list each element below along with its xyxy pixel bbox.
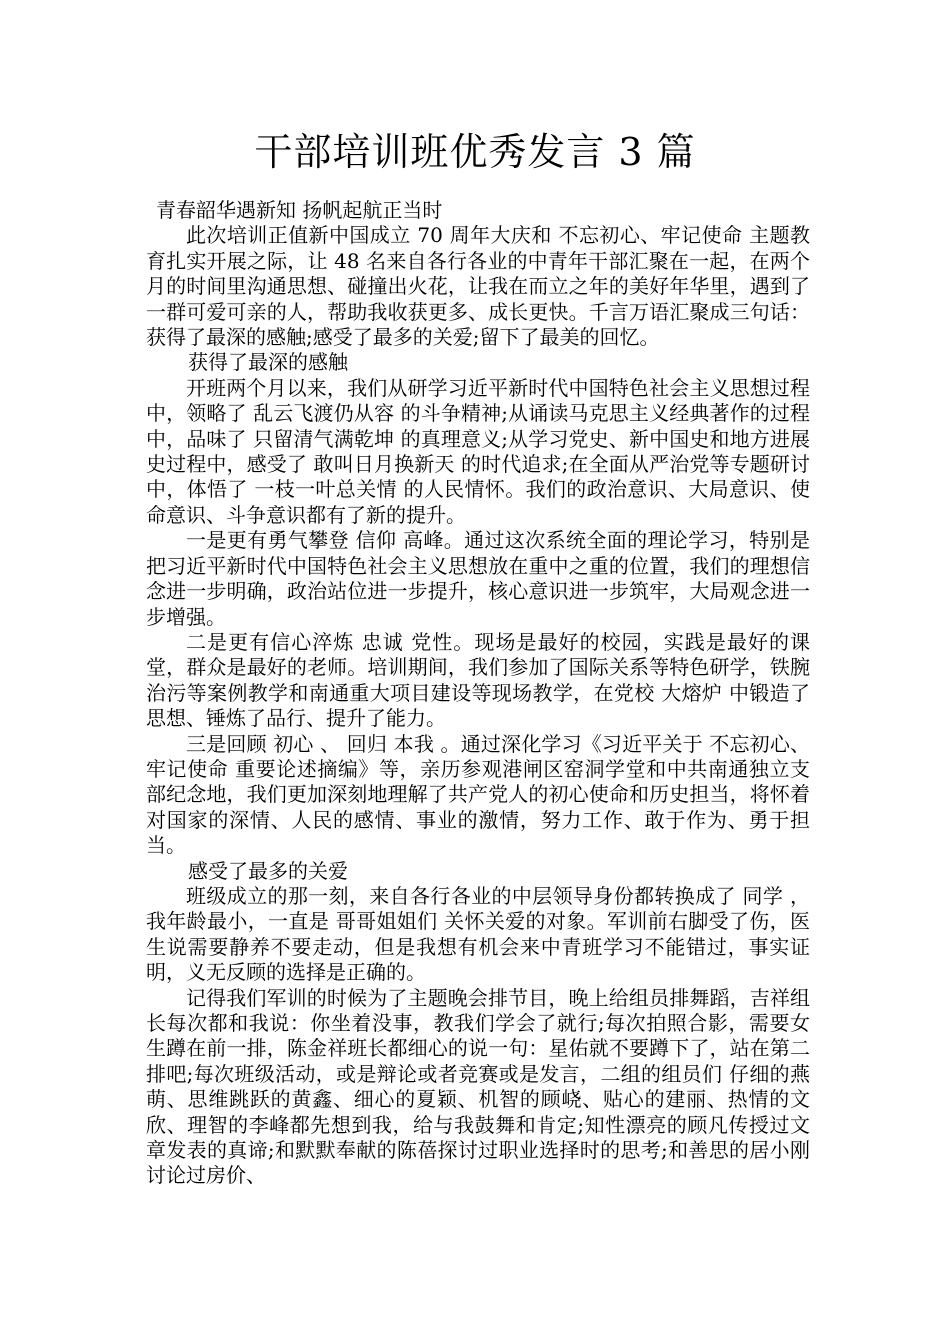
paragraph: 二是更有信心淬炼 忠诚 党性。现场是最好的校园，实践是最好的课堂，群众是最好的老师。培训期间，我们参加了国际关系等特色研学，铁腕治污等案例教学和南通重大项目建设等现场教学，在党校 大熔炉 中锻造了思想、锤炼了品行、提升了能力。 bbox=[146, 629, 810, 731]
paragraph: 开班两个月以来，我们从研学习近平新时代中国特色社会主义思想过程中，领略了 乱云飞渡仍从容 的斗争精神;从诵读马克思主义经典著作的过程中，品味了 只留清气满乾坤 的真理意义;从学习党史、新中国史和地方进展史过程中，感受了 敢叫日月换新天 的时代追求;在全面从严治党等专题研讨中，体悟了 一枝一叶总关情 的人民情怀。我们的政治意识、大局意识、使命意识、斗争意识都有了新的提升。 bbox=[146, 375, 810, 527]
document-title: 干部培训班优秀发言 3 篇 bbox=[254, 130, 696, 174]
section-heading: 获得了最深的感触 bbox=[188, 350, 348, 375]
document-body bbox=[146, 198, 810, 1189]
document-subtitle: 青春韶华遇新知 扬帆起航正当时 bbox=[156, 198, 443, 222]
paragraph: 班级成立的那一刻，来自各行各业的中层领导身份都转换成了 同学 ，我年龄最小，一直是 哥哥姐姐们 关怀关爱的对象。军训前右脚受了伤，医生说需要静养不要走动，但是我想有机会来中青班学习不能错过，事实证明，义无反顾的选择是正确的。 bbox=[146, 883, 810, 985]
paragraph: 三是回顾 初心 、 回归 本我 。通过深化学习《习近平关于 不忘初心、牢记使命 重要论述摘编》等，亲历参观港闸区窑洞学堂和中共南通独立支部纪念地，我们更加深刻地理解了共产党人的初心使命和历史担当，将怀着对国家的深情、人民的感情、事业的激情，努力工作、敢于作为、勇于担当。 bbox=[146, 731, 810, 858]
paragraph: 此次培训正值新中国成立 70 周年大庆和 不忘初心、牢记使命 主题教育扎实开展之际，让 48 名来自各行各业的中青年干部汇聚在一起，在两个月的时间里沟通思想、碰撞出火花，让我在而立之年的美好年华里，遇到了一群可爱可亲的人，帮助我收获更多、成长更快。千言万语汇聚成三句话：获得了最深的感触;感受了最多的关爱;留下了最美的回忆。 bbox=[146, 223, 810, 350]
paragraph: 记得我们军训的时候为了主题晚会排节目，晚上给组员排舞蹈，吉祥组长每次都和我说：你坐着没事，教我们学会了就行;每次拍照合影，需要女生蹲在前一排，陈金祥班长都细心的说一句：星佑就不要蹲下了，站在第二排吧;每次班级活动，或是辩论或者竞赛或是发言，二组的组员们 仔细的燕萌、思维跳跃的黄鑫、细心的夏颖、机智的顾峣、贴心的建丽、热情的文欣、理智的李峰都先想到我，给与我鼓舞和肯定;知性漂亮的顾凡传授过文章发表的真谛;和默默奉献的陈蓓探讨过职业选择时的思考;和善思的居小刚讨论过房价、 bbox=[146, 985, 810, 1188]
paragraph: 一是更有勇气攀登 信仰 高峰。通过这次系统全面的理论学习，特别是把习近平新时代中国特色社会主义思想放在重中之重的位置，我们的理想信念进一步明确，政治站位进一步提升，核心意识进一步筑牢，大局观念进一步增强。 bbox=[146, 528, 810, 629]
section-heading: 感受了最多的关爱 bbox=[188, 858, 348, 883]
